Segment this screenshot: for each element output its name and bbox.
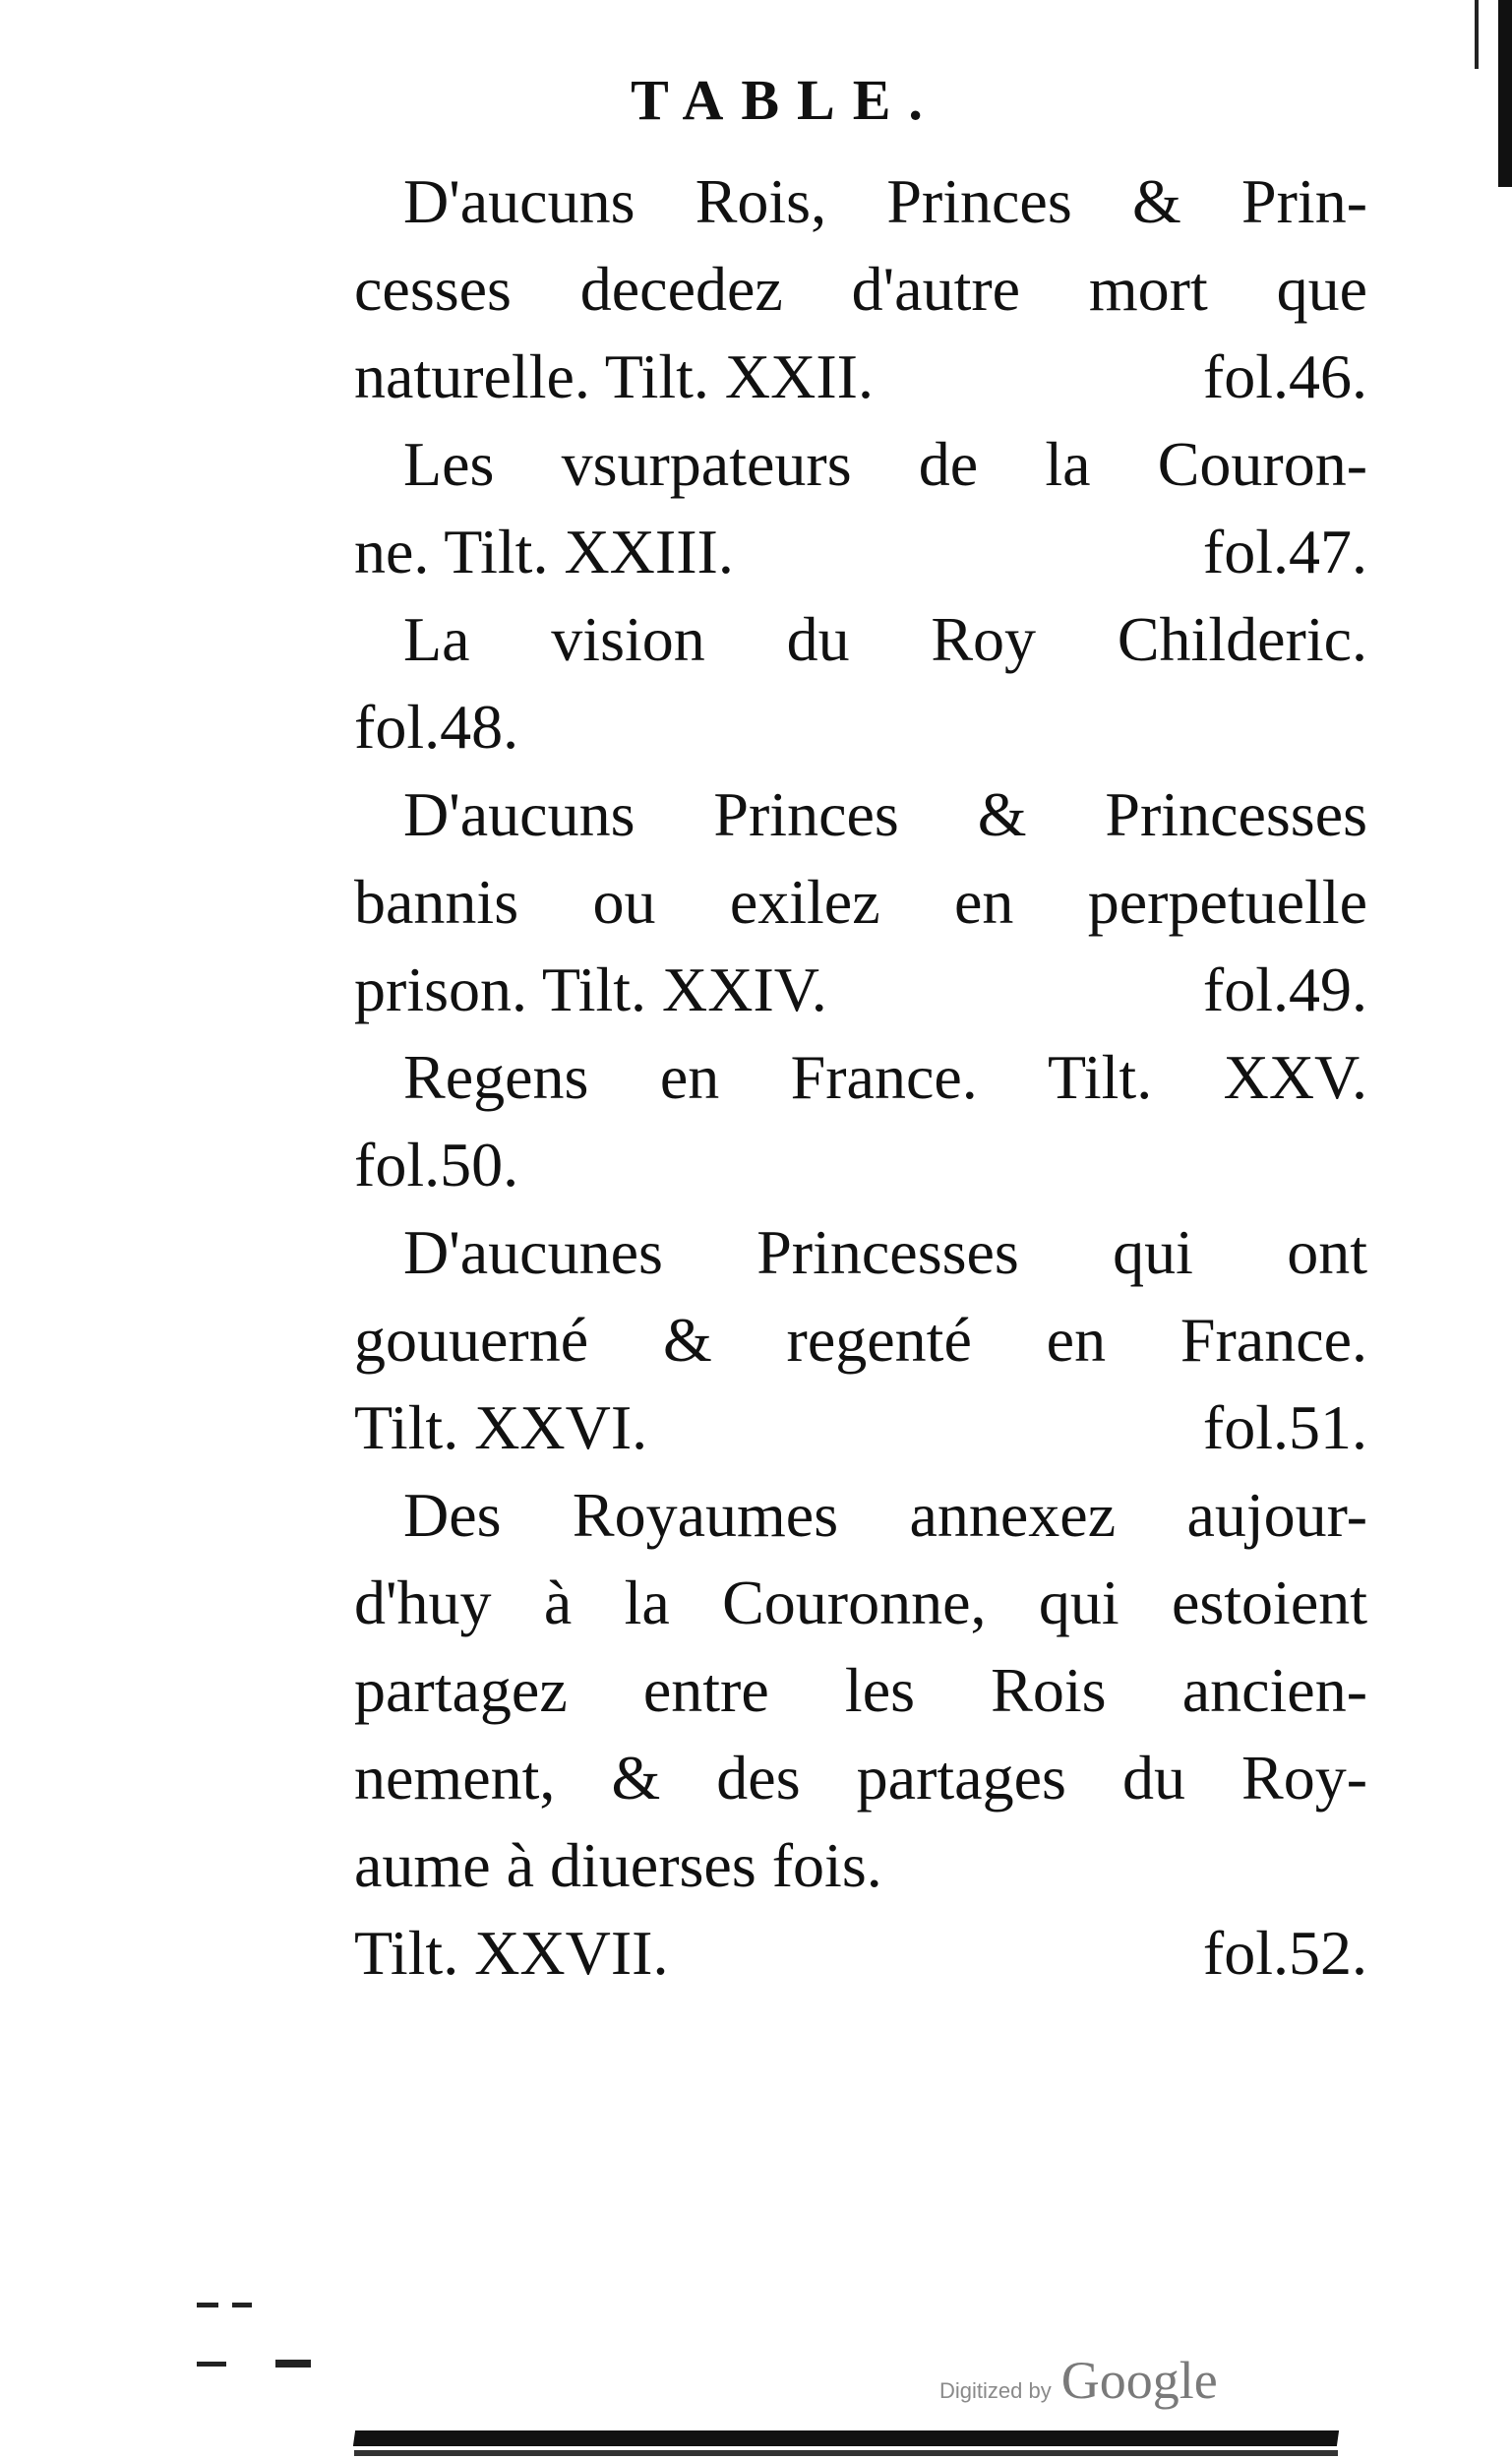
toc-entry-line: partagez entre les Rois ancien-: [354, 1655, 1367, 1725]
toc-entry-title-end: fol.48.: [354, 692, 519, 762]
toc-entry-title-end: Tilt. XXVII.: [354, 1918, 669, 1988]
toc-entry: [354, 1033, 1367, 1208]
google-logo: Google: [1060, 2351, 1218, 2410]
toc-entry-last-line: [354, 1121, 1367, 1208]
toc-entry: [354, 770, 1367, 1033]
toc-entry-line: aume à diuerses fois.: [354, 1830, 882, 1900]
toc-entry-folio: fol.52.: [1202, 1918, 1367, 1988]
page-bottom-edge-line: [354, 2450, 1338, 2456]
toc-entry-title-end: ne. Tilt. XXIII.: [354, 517, 734, 586]
toc-entry-line: D'aucuns Rois, Princes & Prin-: [403, 166, 1367, 236]
toc-entry-last-line: [354, 508, 1367, 595]
running-title: TABLE.: [631, 68, 940, 132]
toc-entry-line: bannis ou exilez en perpetuelle: [354, 867, 1367, 937]
toc-entry: [354, 1208, 1367, 1471]
toc-entry-line: D'aucuns Princes & Princesses: [403, 779, 1367, 849]
toc-entry-line: d'huy à la Couronne, qui estoient: [354, 1568, 1367, 1637]
toc-entry-title-end: prison. Tilt. XXIV.: [354, 954, 827, 1024]
toc-entry-title-end: Tilt. XXVI.: [354, 1392, 648, 1462]
toc-entry-line: Regens en France. Tilt. XXV.: [403, 1042, 1367, 1112]
toc-entry-last-line: [354, 683, 1367, 770]
toc-entry: [354, 420, 1367, 595]
toc-entry-last-line: [354, 1909, 1367, 1997]
toc-entry-folio: fol.51.: [1202, 1392, 1367, 1462]
toc-entry-line: cesses decedez d'autre mort que: [354, 254, 1367, 324]
toc-entry: [354, 595, 1367, 770]
toc-entry: [354, 1471, 1367, 1997]
toc-entry-line: La vision du Roy Childeric.: [403, 604, 1367, 674]
toc-entry-last-line: [354, 946, 1367, 1033]
watermark-by-text: Digitized by: [939, 2378, 1052, 2403]
toc-entry: [354, 157, 1367, 420]
margin-marks: [197, 2293, 325, 2411]
toc-entry-folio: fol.46.: [1202, 341, 1367, 411]
toc-entry-line: nement, & des partages du Roy-: [354, 1743, 1367, 1813]
toc-entry-line: Les vsurpateurs de la Couron-: [403, 429, 1367, 499]
table-of-contents: [354, 157, 1367, 1997]
digitized-by-watermark: [939, 2350, 1218, 2411]
toc-entry-folio: fol.49.: [1202, 954, 1367, 1024]
toc-entry-line: D'aucunes Princesses qui ont: [403, 1217, 1367, 1287]
toc-entry-title-end: naturelle. Tilt. XXII.: [354, 341, 874, 411]
toc-entry-title-end: fol.50.: [354, 1130, 519, 1199]
toc-entry-folio: fol.47.: [1202, 517, 1367, 586]
toc-entry-last-line: [354, 333, 1367, 420]
toc-entry-line: Des Royaumes annexez aujour-: [403, 1480, 1367, 1550]
page-edge-line: [1475, 0, 1479, 69]
page-bottom-edge: [353, 2430, 1339, 2446]
toc-entry-last-line: [354, 1384, 1367, 1471]
toc-entry-line: gouuerné & regenté en France.: [354, 1305, 1367, 1375]
